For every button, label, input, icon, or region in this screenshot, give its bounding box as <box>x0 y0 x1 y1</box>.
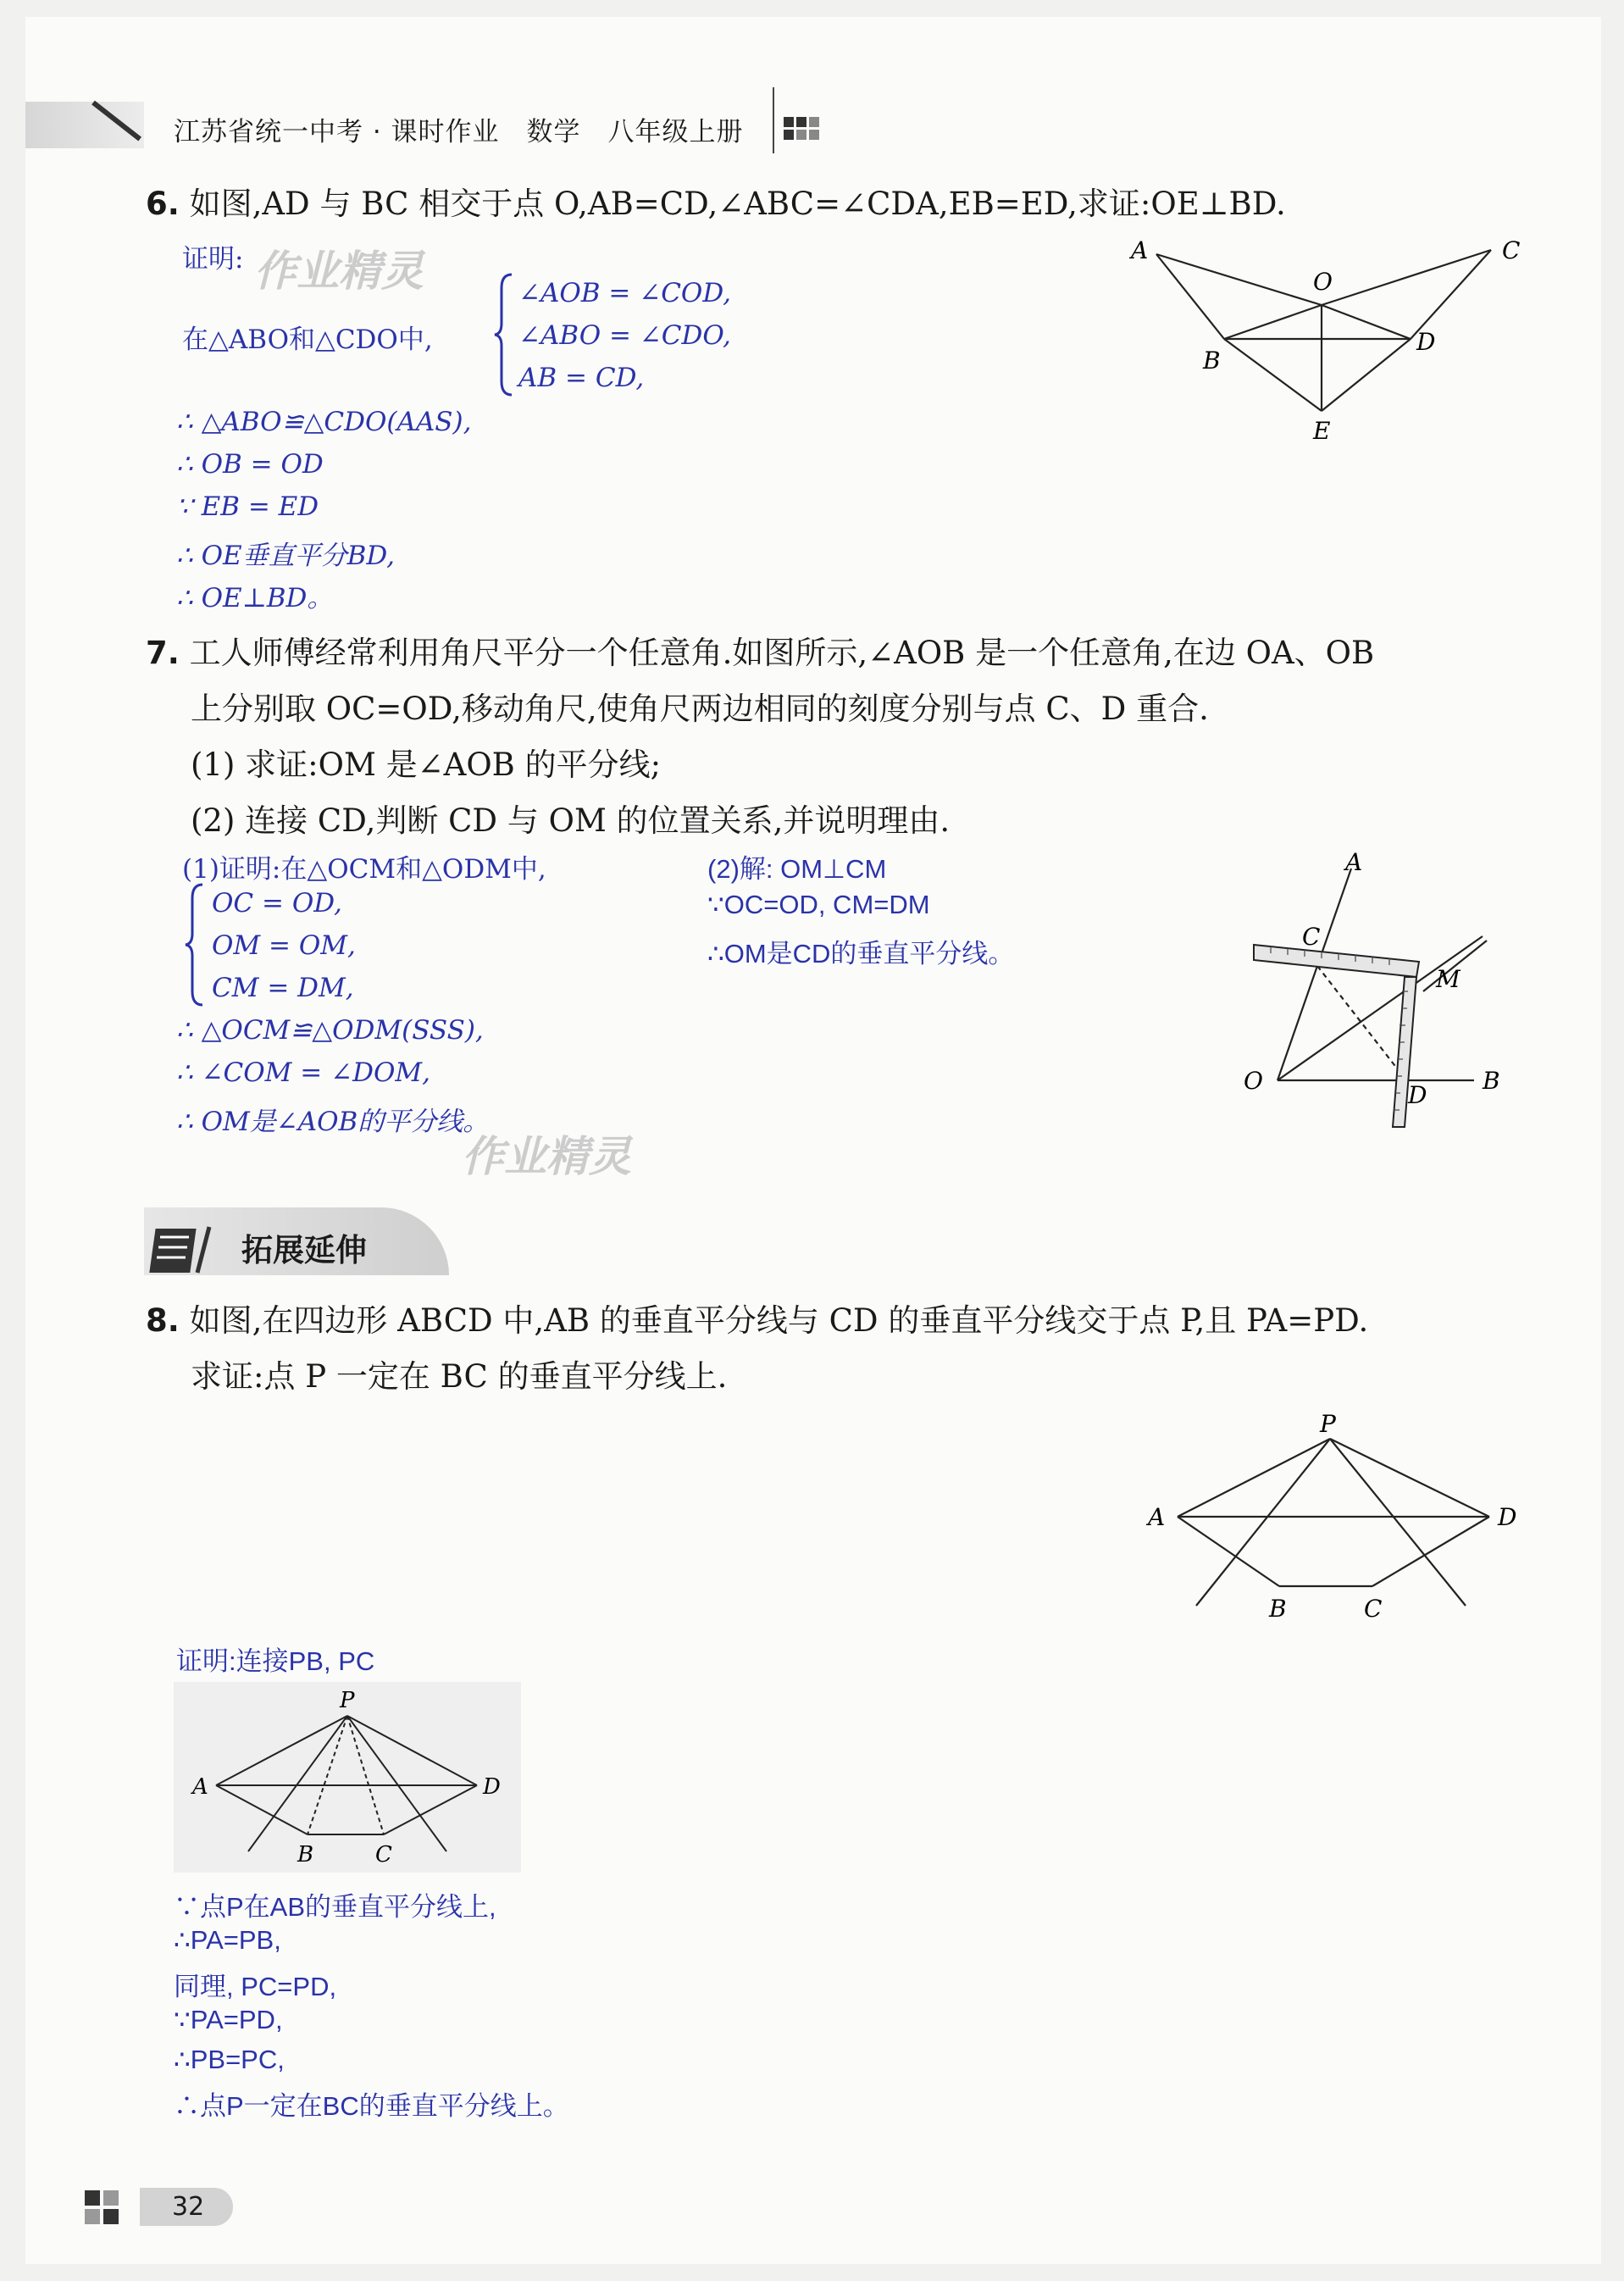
q7-line1: 工人师傅经常利用角尺平分一个任意角.如图所示,∠AOB 是一个任意角,在边 OA、OB <box>189 635 1375 671</box>
q6-seg-DE <box>1322 339 1411 411</box>
q6-seg-AB <box>1156 254 1224 339</box>
q8-seg-AB <box>1178 1517 1279 1586</box>
q8-step3: 同理, PC=PD, <box>174 1972 337 2001</box>
q6-label-O: O <box>1313 268 1333 296</box>
q6-label-D: D <box>1416 328 1436 356</box>
q7-label-M: M <box>1436 965 1460 993</box>
q8-figure <box>1135 1398 1533 1635</box>
q7-question-line2: 上分别取 OC=OD,移动角尺,使角尺两边相同的刻度分别与点 C、D 重合. <box>191 691 1209 727</box>
q7-ans2-head: (2)解: OM⊥CM <box>707 854 887 884</box>
q6-seg-AO <box>1156 254 1322 305</box>
q8-answer-figure <box>174 1682 521 1873</box>
q8-answer-head: 证明:连接PB, PC <box>176 1646 375 1676</box>
q7-sys1: OC = OD, <box>212 888 342 919</box>
q8-seg-AP <box>1178 1439 1330 1517</box>
q8a-seg-PC <box>347 1716 384 1834</box>
watermark-2: 作业精灵 <box>462 1132 631 1181</box>
q6-answer-label: 证明: <box>182 244 244 275</box>
q6-sys2: ∠ABO = ∠CDO, <box>518 320 731 351</box>
q7-label-C: C <box>1302 923 1321 951</box>
q6-sys3: AB = CD, <box>518 363 645 393</box>
q7-label-B: B <box>1483 1067 1500 1095</box>
q7-ans2-l1: ∵OC=OD, CM=DM <box>707 890 930 919</box>
header-divider <box>773 87 774 153</box>
q8-seg-PD <box>1330 1439 1489 1517</box>
q6-seg-BO <box>1224 305 1322 339</box>
q6-figure <box>1110 229 1533 449</box>
q8-line1: 如图,在四边形 ABCD 中,AB 的垂直平分线与 CD 的垂直平分线交于点 P,且 PA=PD. <box>189 1302 1369 1339</box>
q8-step5: ∴PB=PC, <box>174 2045 285 2074</box>
q6-step3: ∵ EB = ED <box>176 491 319 522</box>
q8-label-P: P <box>1320 1410 1336 1438</box>
q8-question-line2: 求证:点 P 一定在 BC 的垂直平分线上. <box>191 1358 728 1395</box>
q8-step1: ∵点P在AB的垂直平分线上, <box>174 1892 496 1922</box>
q8-label-B: B <box>1269 1595 1287 1623</box>
page-number: 32 <box>140 2188 233 2226</box>
q8a-seg-PD <box>347 1716 477 1785</box>
q8a-seg-AB <box>216 1785 308 1834</box>
q6-seg-BE <box>1224 339 1322 411</box>
q8-step6: ∴点P一定在BC的垂直平分线上。 <box>174 2091 569 2121</box>
header-title: 江苏省统一中考 · 课时作业 数学 八年级上册 <box>174 117 744 147</box>
q7-part1: (1) 求证:OM 是∠AOB 的平分线; <box>191 746 662 783</box>
q7-step1: ∴ △OCM≌△ODM(SSS), <box>176 1015 484 1046</box>
q7-label-D: D <box>1408 1081 1427 1109</box>
watermark: 作业精灵 <box>254 247 424 296</box>
q8-bisector-CD <box>1330 1439 1466 1606</box>
q6-label-E: E <box>1313 417 1331 445</box>
q8a-label-B: B <box>297 1842 314 1868</box>
q6-seg-OD <box>1322 305 1411 339</box>
q7-step2: ∴ ∠COM = ∠DOM, <box>176 1057 430 1088</box>
q7-step3: ∴ OM是∠AOB的平分线。 <box>176 1107 490 1137</box>
q8-step4: ∵PA=PD, <box>174 2005 283 2034</box>
q8a-label-C: C <box>375 1842 392 1868</box>
q8-seg-CD <box>1372 1517 1489 1586</box>
q7-ray-OA <box>1278 869 1351 1080</box>
q8-number: 8. <box>146 1302 180 1339</box>
q8a-bisector-AB <box>248 1716 347 1851</box>
q7-seg-CD <box>1317 966 1406 1080</box>
q8-label-C: C <box>1364 1595 1383 1623</box>
notebook-pen-icon <box>148 1220 224 1279</box>
q8a-label-D: D <box>483 1774 501 1800</box>
q8-label-D: D <box>1498 1503 1517 1531</box>
q8-step2: ∴PA=PB, <box>174 1925 281 1955</box>
q8a-bisector-CD <box>347 1716 446 1851</box>
q7-ans1-head: (1)证明:在△OCM和△ODM中, <box>182 854 546 885</box>
q7-label-O: O <box>1244 1067 1263 1095</box>
q7-question-line1 <box>146 637 1374 669</box>
section-title: 拓展延伸 <box>241 1232 367 1268</box>
q6-number: 6. <box>146 186 180 222</box>
q7-brace <box>182 881 208 1008</box>
q7-sys2: OM = OM, <box>212 930 356 961</box>
q6-step5: ∴ OE⊥BD。 <box>176 583 334 613</box>
q6-question <box>146 186 1286 222</box>
q6-sys1: ∠AOB = ∠COD, <box>518 278 731 308</box>
q7-label-A: A <box>1345 852 1363 876</box>
q6-label-C: C <box>1502 236 1521 264</box>
q8a-label-P: P <box>340 1688 355 1713</box>
q6-label-B: B <box>1203 347 1221 375</box>
q7-part2: (2) 连接 CD,判断 CD 与 OM 的位置关系,并说明理由. <box>191 802 951 839</box>
q6-step2: ∴ OB = OD <box>176 449 324 480</box>
q7-figure <box>1228 852 1550 1140</box>
q7-number: 7. <box>146 635 180 671</box>
q6-step4: ∴ OE垂直平分BD, <box>176 541 396 571</box>
q6-text: 如图,AD 与 BC 相交于点 O,AB=CD,∠ABC=∠CDA,EB=ED,求证:OE⊥BD. <box>189 186 1286 222</box>
q7-ans2-l2: ∴OM是CD的垂直平分线。 <box>707 939 1015 968</box>
q6-answer-in: 在△ABO和△CDO中, <box>182 325 433 355</box>
q8a-seg-CD <box>384 1785 477 1834</box>
q8-label-A: A <box>1148 1503 1166 1531</box>
q8a-label-A: A <box>192 1774 208 1800</box>
q6-brace <box>491 271 517 398</box>
q6-label-A: A <box>1131 236 1149 264</box>
q6-step1: ∴ △ABO≌△CDO(AAS), <box>176 407 472 437</box>
q7-sys3: CM = DM, <box>212 973 354 1003</box>
q8-question-line1 <box>146 1302 1369 1339</box>
q7-ruler-arm1 <box>1254 945 1419 977</box>
q8-bisector-AB <box>1196 1439 1330 1606</box>
